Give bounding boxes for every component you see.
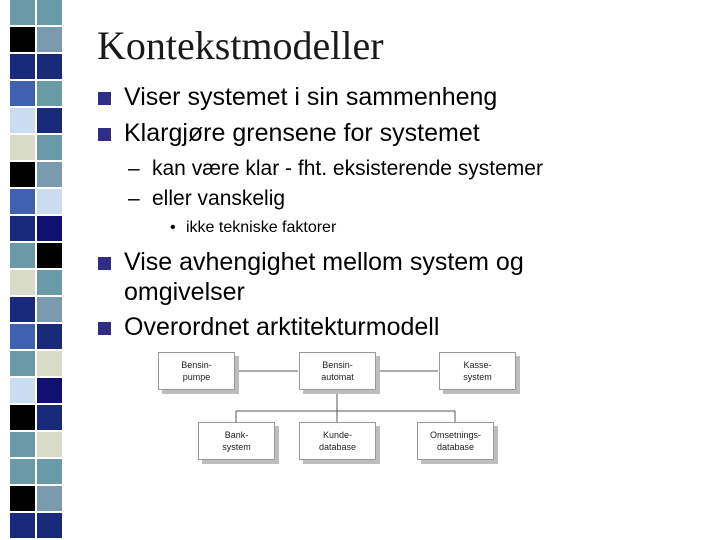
stripe-square	[10, 54, 35, 79]
bullet-text: Klargjøre grensene for systemet	[124, 119, 480, 147]
stripe-square	[37, 135, 62, 160]
sub-sub-bullet-text: ikke tekniske faktorer	[186, 219, 337, 236]
stripe-square	[10, 243, 35, 268]
bullet-item-3	[124, 247, 524, 307]
sub-bullet-item-1	[128, 156, 543, 182]
stripe-square	[10, 162, 35, 187]
sub-bullet-text: kan være klar - fht. eksisterende systemer	[152, 157, 543, 180]
omsetningsdatabase-box: Omsetnings- database	[417, 422, 494, 460]
stripe-square	[10, 216, 35, 241]
stripe-square	[10, 513, 35, 538]
banksystem-box: Bank- system	[198, 422, 275, 460]
stripe-square	[37, 54, 62, 79]
bensinpumpe-box: Bensin- pumpe	[158, 352, 235, 390]
stripe-square	[10, 459, 35, 484]
stripe-square	[10, 297, 35, 322]
stripe-square	[37, 486, 62, 511]
stripe-square	[37, 405, 62, 430]
stripe-square	[10, 135, 35, 160]
stripe-square	[10, 81, 35, 106]
stripe-square	[37, 270, 62, 295]
stripe-square	[37, 162, 62, 187]
bullet-item-2	[124, 118, 480, 148]
stripe-square	[10, 0, 35, 25]
stripe-square	[37, 216, 62, 241]
stripe-square	[37, 27, 62, 52]
context-model-diagram	[150, 352, 530, 470]
stripe-square	[37, 108, 62, 133]
stripe-square	[37, 324, 62, 349]
bullet-text: Overordnet arktitekturmodell	[124, 313, 440, 341]
square-bullet-icon	[98, 257, 111, 270]
stripe-square	[10, 486, 35, 511]
stripe-square	[37, 351, 62, 376]
stripe-square	[10, 27, 35, 52]
stripe-square	[37, 459, 62, 484]
decorative-stripe	[0, 0, 70, 540]
sub-sub-bullet-item	[170, 218, 336, 238]
stripe-square	[37, 0, 62, 25]
bensinautomat-box: Bensin- automat	[299, 352, 376, 390]
dot-bullet: •	[170, 219, 176, 236]
bullet-text-line2: omgivelser	[124, 278, 245, 306]
stripe-square	[37, 189, 62, 214]
stripe-square	[37, 297, 62, 322]
stripe-square	[10, 351, 35, 376]
stripe-square	[10, 270, 35, 295]
stripe-square	[37, 378, 62, 403]
dash-bullet: –	[128, 187, 140, 210]
stripe-square	[37, 243, 62, 268]
stripe-square	[37, 81, 62, 106]
stripe-square	[10, 405, 35, 430]
sub-bullet-item-2	[128, 186, 285, 212]
stripe-square	[10, 108, 35, 133]
stripe-square	[10, 189, 35, 214]
stripe-square	[37, 513, 62, 538]
stripe-square	[10, 324, 35, 349]
slide-title: Kontekstmodeller	[97, 23, 384, 68]
square-bullet-icon	[98, 128, 111, 141]
stripe-square	[10, 378, 35, 403]
sub-bullet-text: eller vanskelig	[152, 187, 286, 210]
bullet-text: Viser systemet i sin sammenheng	[124, 83, 498, 111]
dash-bullet: –	[128, 157, 140, 180]
stripe-square	[10, 432, 35, 457]
kassesystem-box: Kasse- system	[439, 352, 516, 390]
kundedatabase-box: Kunde- database	[299, 422, 376, 460]
square-bullet-icon	[98, 322, 111, 335]
stripe-square	[37, 432, 62, 457]
bullet-text-line1: Vise avhengighet mellom system og	[124, 248, 524, 276]
bullet-item-1	[124, 82, 497, 112]
square-bullet-icon	[98, 92, 111, 105]
bullet-item-4	[124, 312, 439, 342]
